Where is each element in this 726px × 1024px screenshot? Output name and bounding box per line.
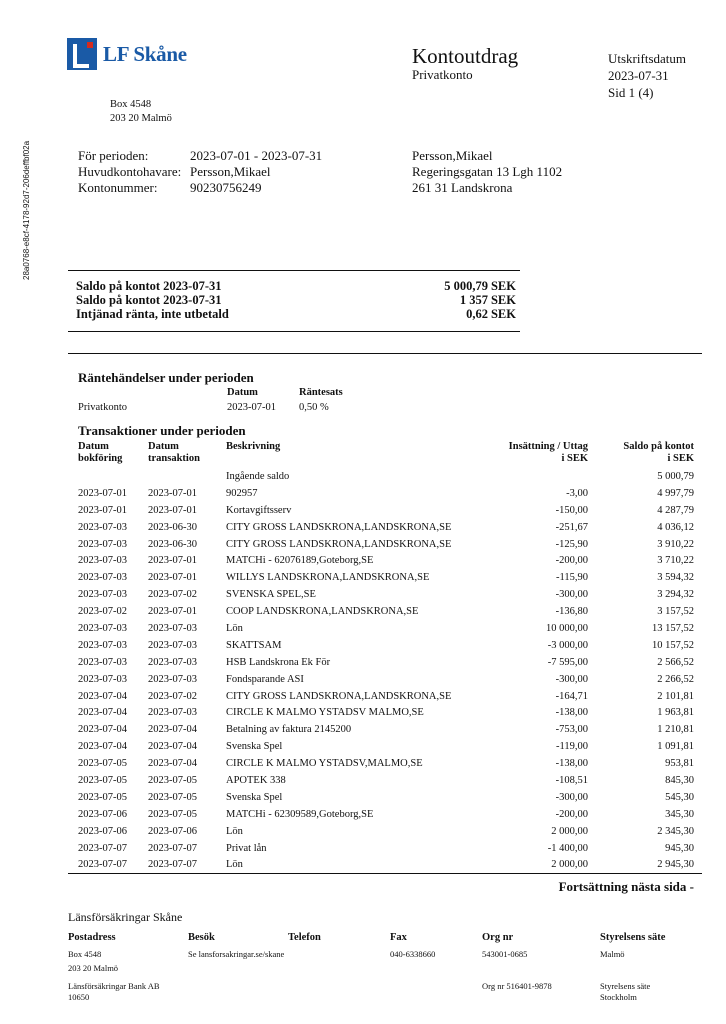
cell-amount: 10 000,00: [546, 623, 588, 635]
cell-balance: 2 101,81: [657, 690, 694, 702]
account-info-label: För perioden:: [78, 148, 149, 163]
col-bokforing-line: bokföring: [78, 453, 123, 464]
col-transaktion-line: Datum: [148, 441, 179, 452]
lf-logo-icon: [67, 38, 97, 70]
cell-amount: -200,00: [555, 808, 588, 820]
print-info: [608, 50, 686, 101]
account-info-row: [78, 148, 322, 164]
cell-booking-date: 2023-07-03: [78, 673, 127, 685]
table-row: [78, 469, 694, 486]
col-transaktion: [148, 441, 200, 465]
cell-amount: -200,00: [555, 555, 588, 567]
col-transaktion-line: transaktion: [148, 453, 200, 464]
table-row: [78, 841, 694, 858]
cell-description: CITY GROSS LANDSKRONA,LANDSKRONA,SE: [226, 521, 452, 533]
account-info-label: Kontonummer:: [78, 180, 158, 195]
table-row: [78, 672, 694, 689]
cell-amount: -108,51: [555, 775, 588, 787]
cell-description: HSB Landskrona Ek För: [226, 656, 331, 668]
cell-transaction-date: 2023-07-05: [148, 775, 197, 787]
footer-header: Styrelsens säte: [600, 932, 666, 943]
cell-balance: 10 157,52: [652, 639, 694, 651]
cell-transaction-date: 2023-06-30: [148, 538, 197, 550]
cell-transaction-date: 2023-07-03: [148, 707, 197, 719]
table-row: [78, 655, 694, 672]
table-row: [78, 604, 694, 621]
interest-rate: 0,50 %: [299, 402, 329, 413]
table-row: [78, 689, 694, 706]
cell-description: SVENSKA SPEL,SE: [226, 589, 316, 601]
cell-description: Ingående saldo: [226, 471, 290, 482]
table-row: [78, 824, 694, 841]
cell-description: WILLYS LANDSKRONA,LANDSKRONA,SE: [226, 572, 430, 584]
account-info-value: Persson,Mikael: [190, 164, 271, 179]
cell-booking-date: 2023-07-03: [78, 538, 127, 550]
cell-amount: 2 000,00: [551, 825, 588, 837]
balance-label: Saldo på kontot 2023-07-31: [76, 293, 222, 307]
table-row: [78, 503, 694, 520]
cell-transaction-date: 2023-07-01: [148, 555, 197, 567]
cell-amount: -119,00: [556, 741, 588, 753]
cell-balance: 953,81: [665, 758, 694, 770]
cell-balance: 2 566,52: [657, 656, 694, 668]
account-info-value: 2023-07-01 - 2023-07-31: [190, 148, 323, 163]
cell-booking-date: 2023-07-05: [78, 758, 127, 770]
cell-description: CIRCLE K MALMO YSTADSV,MALMO,SE: [226, 758, 423, 770]
footer-header: Telefon: [288, 932, 321, 943]
cell-amount: -300,00: [555, 589, 588, 601]
cell-balance: 1 963,81: [657, 707, 694, 719]
table-row: [78, 570, 694, 587]
col-saldo-line: i SEK: [667, 453, 694, 464]
cell-balance: 4 287,79: [657, 504, 694, 516]
cell-transaction-date: 2023-07-04: [148, 724, 197, 736]
cell-balance: 1 210,81: [657, 724, 694, 736]
footer-seat: Malmö: [600, 949, 625, 959]
cell-booking-date: 2023-07-06: [78, 825, 127, 837]
table-row: [78, 739, 694, 756]
owner-address: [412, 148, 562, 196]
cell-transaction-date: 2023-07-03: [148, 623, 197, 635]
section-divider: [68, 353, 702, 354]
cell-booking-date: 2023-07-05: [78, 791, 127, 803]
cell-description: CITY GROSS LANDSKRONA,LANDSKRONA,SE: [226, 690, 452, 702]
cell-amount: 2 000,00: [551, 859, 588, 871]
table-row: [78, 857, 694, 874]
footer-bank-seat-label: Styrelsens säte: [600, 981, 651, 991]
cell-booking-date: 2023-07-03: [78, 555, 127, 567]
footer-header: Org nr: [482, 932, 514, 943]
cell-balance: 3 294,32: [657, 589, 694, 601]
cell-booking-date: 2023-07-03: [78, 656, 127, 668]
cell-transaction-date: 2023-07-05: [148, 808, 197, 820]
document-subtitle: Privatkonto: [412, 67, 473, 82]
cell-transaction-date: 2023-07-05: [148, 791, 197, 803]
cell-booking-date: 2023-07-04: [78, 741, 127, 753]
account-info: [78, 148, 322, 196]
table-row: [78, 587, 694, 604]
account-info-row: [78, 180, 322, 196]
cell-description: CITY GROSS LANDSKRONA,LANDSKRONA,SE: [226, 538, 452, 550]
cell-description: Lön: [226, 825, 243, 837]
cell-booking-date: 2023-07-04: [78, 707, 127, 719]
table-row: [78, 790, 694, 807]
col-saldo-line: Saldo på kontot: [623, 441, 694, 452]
footer-visit-link[interactable]: Se lansforsakringar.se/skane: [188, 949, 285, 959]
balance-label: Saldo på kontot 2023-07-31: [76, 279, 222, 293]
col-saldo: [623, 441, 694, 465]
table-row: [78, 638, 694, 655]
balance-value: 0,62: [466, 307, 488, 321]
transactions-title: Transaktioner under perioden: [78, 423, 246, 438]
cell-amount: -251,67: [555, 521, 588, 533]
cell-balance: 3 710,22: [657, 555, 694, 567]
cell-amount: -115,90: [556, 572, 588, 584]
print-date-label: Utskriftsdatum: [608, 51, 686, 66]
cell-amount: -138,00: [555, 758, 588, 770]
cell-amount: -164,71: [555, 690, 588, 702]
cell-balance: 5 000,79: [657, 471, 694, 482]
cell-amount: -150,00: [555, 504, 588, 516]
cell-booking-date: 2023-07-03: [78, 639, 127, 651]
cell-balance: 3 594,32: [657, 572, 694, 584]
cell-description: COOP LANDSKRONA,LANDSKRONA,SE: [226, 606, 419, 618]
balance-row: [68, 279, 520, 293]
table-row: [78, 520, 694, 537]
footer-bank-seat: Stockholm: [600, 992, 637, 1002]
cell-booking-date: 2023-07-07: [78, 842, 127, 854]
owner-line: 261 31 Landskrona: [412, 180, 513, 195]
cell-amount: -7 595,00: [547, 656, 588, 668]
balance-label: Intjänad ränta, inte utbetald: [76, 307, 229, 321]
col-bokforing-line: Datum: [78, 441, 109, 452]
cell-booking-date: 2023-07-07: [78, 859, 127, 871]
balance-value: 1 357: [459, 293, 488, 307]
cell-description: Fondsparande ASI: [226, 673, 304, 685]
cell-transaction-date: 2023-07-01: [148, 606, 197, 618]
cell-booking-date: 2023-07-05: [78, 775, 127, 787]
footer-company: Länsförsäkringar Skåne: [68, 910, 183, 924]
cell-balance: 13 157,52: [652, 623, 694, 635]
balance-currency: SEK: [490, 307, 516, 321]
company-logo: [67, 38, 187, 70]
side-code: 28a0768-e8cf-4178-92d7-206deffbf02a: [22, 140, 31, 280]
account-info-row: [78, 164, 322, 180]
logo-text: LF Skåne: [103, 41, 187, 66]
footer-header: Postadress: [68, 932, 116, 943]
table-row: [78, 553, 694, 570]
cell-amount: -125,90: [555, 538, 588, 550]
cell-description: CIRCLE K MALMO YSTADSV MALMO,SE: [226, 707, 424, 719]
balance-value: 5 000,79: [444, 279, 488, 293]
col-belopp: [509, 441, 588, 465]
interest-row: [78, 402, 329, 413]
cell-transaction-date: 2023-07-04: [148, 758, 197, 770]
col-beskrivning: Beskrivning: [226, 441, 281, 452]
cell-description: MATCHi - 62076189,Goteborg,SE: [226, 555, 374, 567]
cell-balance: 2 345,30: [657, 825, 694, 837]
interest-title: Räntehändelser under perioden: [78, 370, 254, 385]
print-date: 2023-07-31: [608, 68, 669, 83]
cell-description: Svenska Spel: [226, 791, 283, 803]
cell-transaction-date: 2023-07-03: [148, 656, 197, 668]
interest-account: Privatkonto: [78, 402, 127, 413]
balance-summary: [68, 270, 520, 332]
footer-postadress: Box 4548: [68, 949, 102, 959]
table-row: [78, 722, 694, 739]
col-bokforing: [78, 441, 122, 465]
cell-description: APOTEK 338: [226, 775, 286, 787]
table-row: [78, 537, 694, 554]
cell-amount: -138,00: [555, 707, 588, 719]
cell-description: Betalning av faktura 2145200: [226, 724, 352, 736]
table-row: [78, 486, 694, 503]
cell-transaction-date: 2023-07-06: [148, 825, 197, 837]
cell-description: Privat lån: [226, 842, 267, 854]
cell-balance: 4 036,12: [657, 521, 694, 533]
cell-balance: 3 910,22: [657, 538, 694, 550]
col-belopp-line: Insättning / Uttag: [508, 441, 588, 452]
footer-bank-org-nr: Org nr 516401-9878: [482, 981, 552, 991]
cell-booking-date: 2023-07-02: [78, 606, 127, 618]
table-row: [78, 756, 694, 773]
interest-col-rate: Räntesats: [299, 387, 343, 398]
cell-amount: -753,00: [555, 724, 588, 736]
footer-postadress-city: 203 20 Malmö: [68, 963, 119, 973]
cell-amount: -3 000,00: [547, 639, 588, 651]
cell-booking-date: 2023-07-03: [78, 521, 127, 533]
cell-balance: 345,30: [665, 808, 694, 820]
balance-row: [68, 293, 520, 307]
footer-bank-name: Länsförsäkringar Bank AB: [68, 981, 160, 991]
balance-row: [68, 307, 520, 321]
cell-transaction-date: 2023-07-02: [148, 690, 197, 702]
cell-booking-date: 2023-07-04: [78, 724, 127, 736]
cell-booking-date: 2023-07-01: [78, 487, 127, 499]
cell-description: Svenska Spel: [226, 741, 283, 753]
footer-org-nr: 543001-0685: [482, 949, 528, 959]
continuation-text: Fortsättning nästa sida -: [558, 879, 694, 894]
cell-transaction-date: 2023-07-01: [148, 504, 197, 516]
cell-description: 902957: [226, 487, 258, 499]
cell-description: Kortavgiftsserv: [226, 504, 292, 516]
cell-amount: -1 400,00: [547, 842, 588, 854]
cell-amount: -136,80: [555, 606, 588, 618]
cell-balance: 3 157,52: [657, 606, 694, 618]
cell-transaction-date: 2023-07-07: [148, 842, 197, 854]
cell-transaction-date: 2023-07-03: [148, 673, 197, 685]
cell-booking-date: 2023-07-04: [78, 690, 127, 702]
cell-balance: 2 945,30: [657, 859, 694, 871]
return-address-line: 203 20 Malmö: [110, 113, 172, 124]
document-title: Kontoutdrag: [412, 44, 519, 68]
cell-balance: 1 091,81: [657, 741, 694, 753]
cell-booking-date: 2023-07-03: [78, 623, 127, 635]
return-address: [110, 98, 172, 126]
cell-balance: 2 266,52: [657, 673, 694, 685]
cell-amount: -3,00: [566, 487, 588, 499]
table-row: [78, 807, 694, 824]
cell-booking-date: 2023-07-03: [78, 589, 127, 601]
cell-booking-date: 2023-07-01: [78, 504, 127, 516]
cell-transaction-date: 2023-07-01: [148, 572, 197, 584]
footer-bank-code: 10650: [68, 992, 90, 1002]
cell-balance: 4 997,79: [657, 487, 694, 499]
owner-line: Regeringsgatan 13 Lgh 1102: [412, 164, 563, 179]
cell-balance: 945,30: [665, 842, 694, 854]
cell-balance: 545,30: [665, 791, 694, 803]
balance-currency: SEK: [490, 293, 516, 307]
interest-col-date: Datum: [227, 387, 258, 398]
cell-balance: 845,30: [665, 775, 694, 787]
return-address-line: Box 4548: [110, 99, 152, 110]
cell-amount: -300,00: [555, 791, 588, 803]
interest-header: [227, 387, 343, 398]
footer-header: Fax: [390, 932, 407, 943]
cell-description: MATCHi - 62309589,Goteborg,SE: [226, 808, 374, 820]
table-row: [78, 705, 694, 722]
cell-transaction-date: 2023-07-07: [148, 859, 197, 871]
owner-line: Persson,Mikael: [412, 148, 493, 163]
cell-transaction-date: 2023-07-03: [148, 639, 197, 651]
cell-transaction-date: 2023-07-04: [148, 741, 197, 753]
cell-transaction-date: 2023-06-30: [148, 521, 197, 533]
cell-booking-date: 2023-07-03: [78, 572, 127, 584]
page-number: Sid 1 (4): [608, 85, 654, 100]
account-info-label: Huvudkontohavare:: [78, 164, 182, 179]
bottom-divider: [68, 873, 702, 874]
footer-phone: 040-6338660: [390, 949, 436, 959]
cell-description: SKATTSAM: [226, 639, 282, 651]
table-row: [78, 621, 694, 638]
transactions-table: [78, 469, 694, 874]
cell-transaction-date: 2023-07-02: [148, 589, 197, 601]
col-belopp-line: i SEK: [561, 453, 588, 464]
balance-currency: SEK: [490, 279, 516, 293]
footer-header: Besök: [188, 932, 215, 943]
cell-description: Lön: [226, 623, 243, 635]
cell-transaction-date: 2023-07-01: [148, 487, 197, 499]
table-row: [78, 773, 694, 790]
cell-description: Lön: [226, 859, 243, 871]
interest-date: 2023-07-01: [227, 402, 276, 413]
account-info-value: 90230756249: [190, 180, 262, 195]
cell-booking-date: 2023-07-06: [78, 808, 127, 820]
cell-amount: -300,00: [555, 673, 588, 685]
